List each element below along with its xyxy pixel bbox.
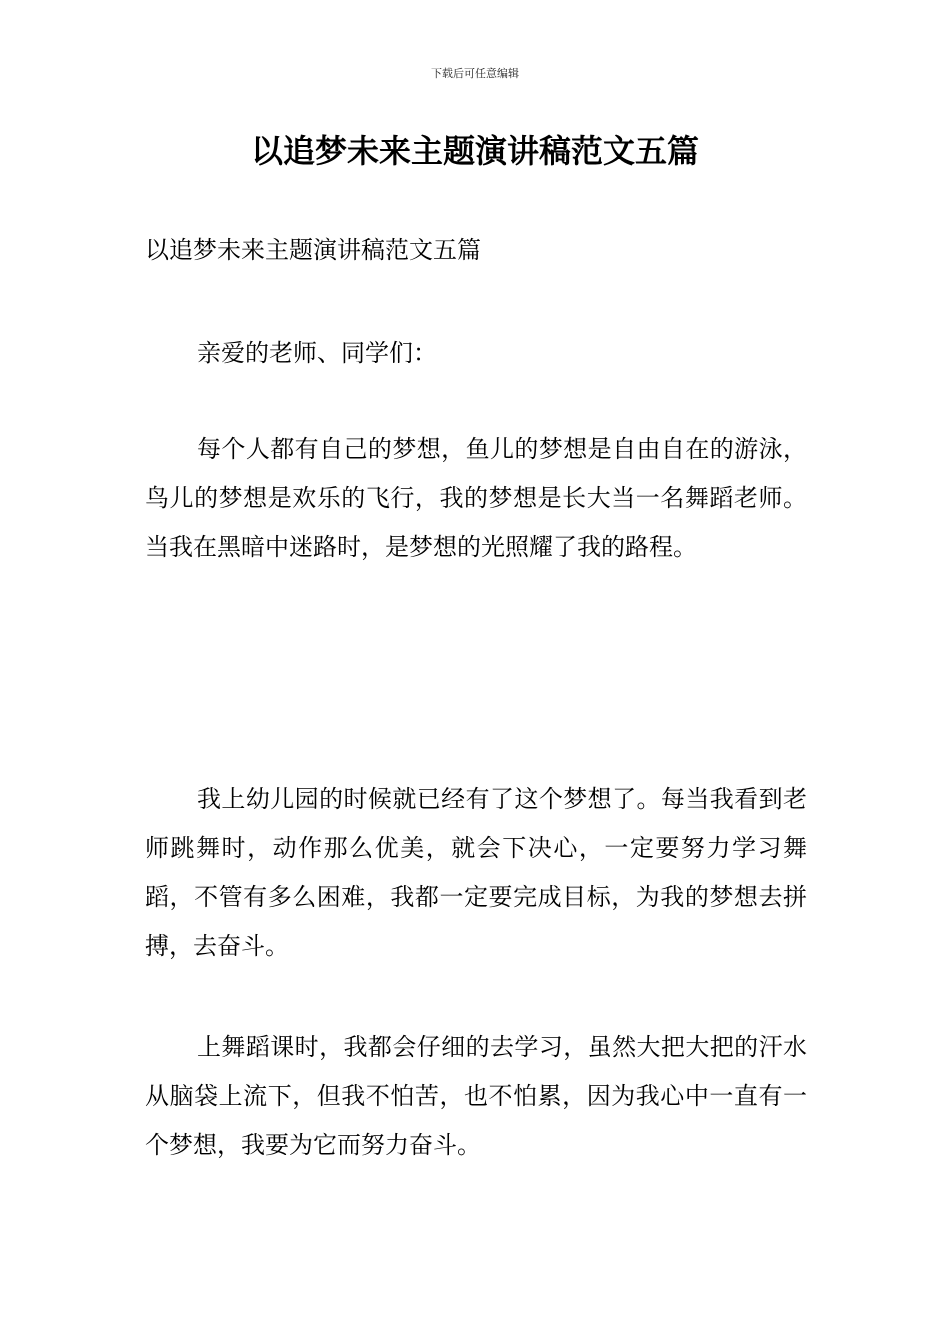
header-note: 下载后可任意编辑	[431, 67, 519, 80]
document-subtitle: 以追梦未来主题演讲稿范文五篇	[145, 236, 481, 264]
body-paragraph: 每个人都有自己的梦想，鱼儿的梦想是自由自在的游泳，鸟儿的梦想是欢乐的飞行，我的梦想是长大当一名舞蹈老师。当我在黑暗中迷路时，是梦想的光照耀了我的路程。	[145, 435, 807, 561]
body-paragraph: 上舞蹈课时，我都会仔细的去学习，虽然大把大把的汗水从脑袋上流下，但我不怕苦，也不怕累，因为我心中一直有一个梦想，我要为它而努力奋斗。	[145, 1033, 807, 1159]
greeting: 亲爱的老师、同学们：	[197, 339, 437, 367]
document-title: 以追梦未来主题演讲稿范文五篇	[250, 132, 699, 170]
body-paragraph: 我上幼儿园的时候就已经有了这个梦想了。每当我看到老师跳舞时，动作那么优美，就会下决心，一定要努力学习舞蹈，不管有多么困难，我都一定要完成目标，为我的梦想去拼搏，去奋斗。	[145, 785, 807, 960]
